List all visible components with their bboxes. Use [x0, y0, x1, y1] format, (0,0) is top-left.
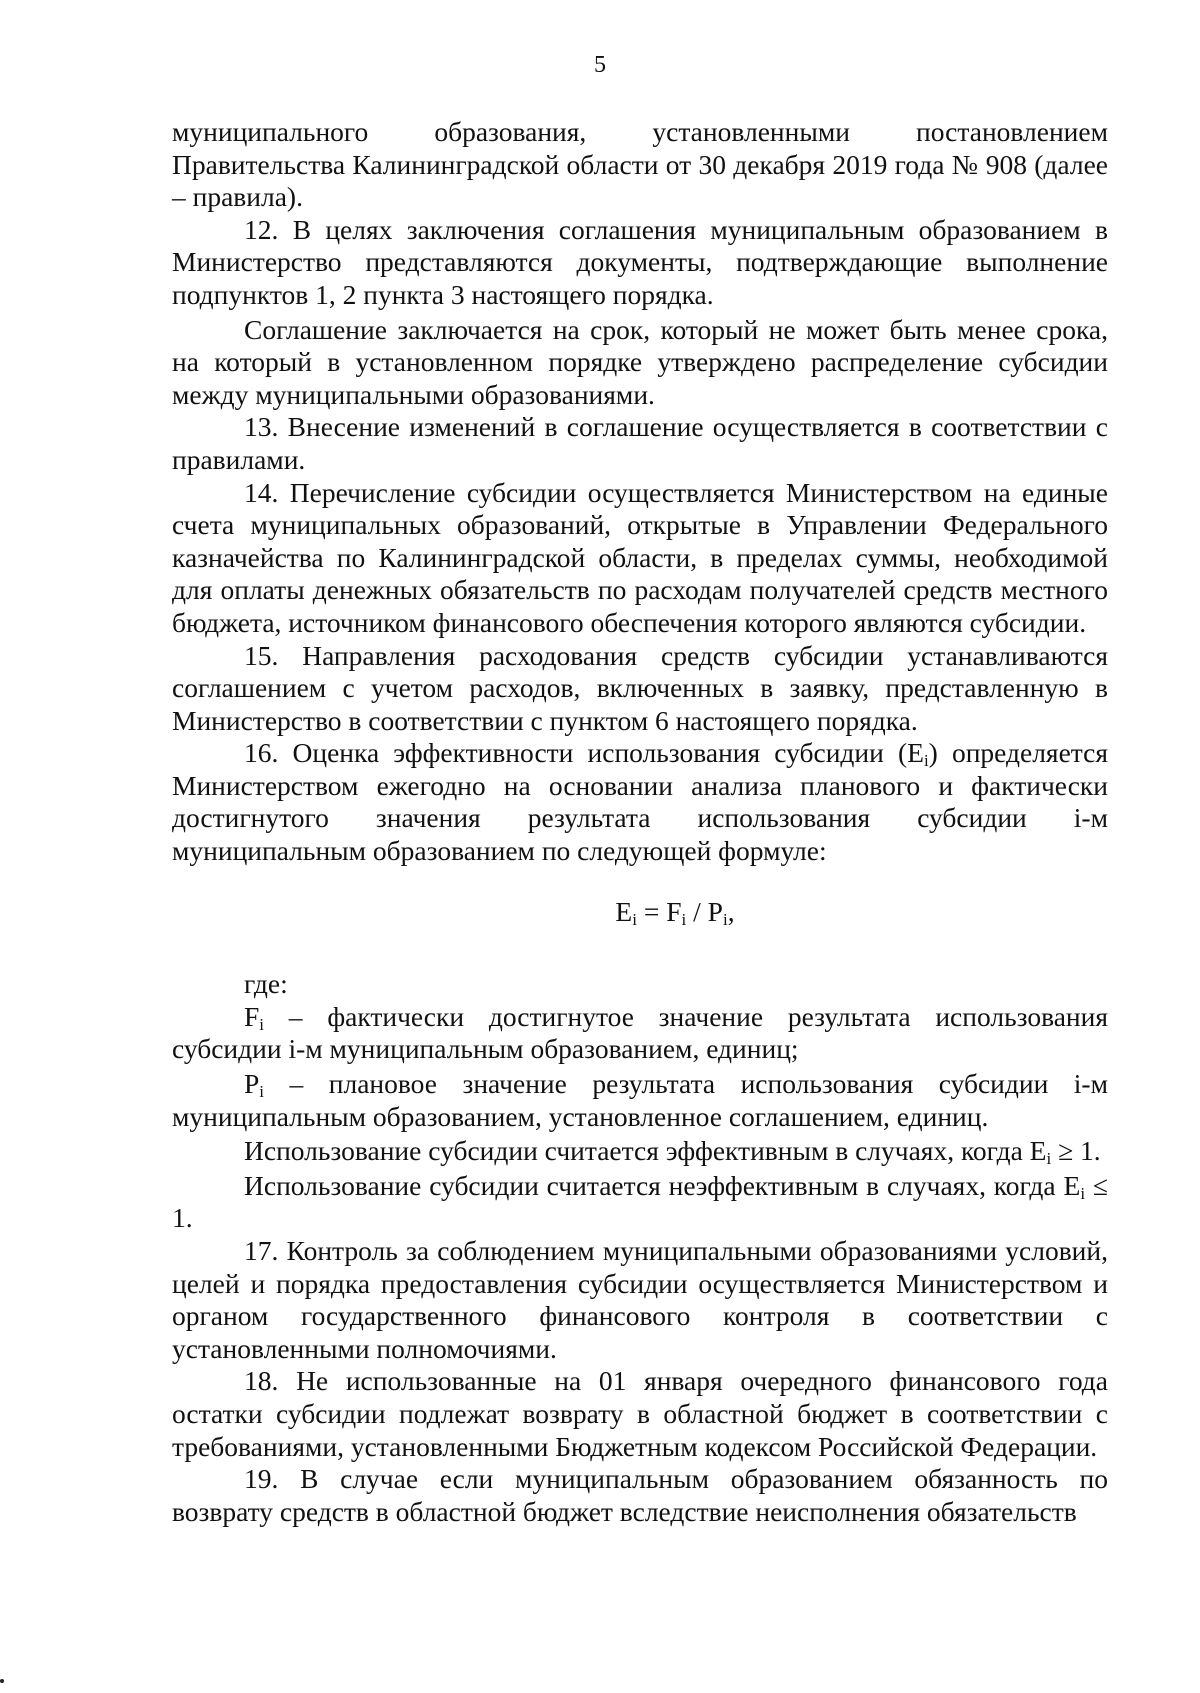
- paragraph-16-rest: ) определяется Министерством ежегодно на основании анализа планового и фактически достигнутого значения результата использования субсидии i-м муниципальным образованием по следующей формуле:: [172, 737, 1108, 867]
- paragraph-continuation: муниципального образования, установленными постановлением Правительства Калининградской области от 30 декабря 2019 года № 908 (далее – правила).: [172, 116, 1108, 213]
- paragraph-19: 19. В случае если муниципальным образованием обязанность по возврату средств в областной бюджет вследствие неисполнения обязательств: [172, 1463, 1108, 1527]
- ineffective-condition: Использование субсидии считается неэффективным в случаях, когда $E_i \le 1$.: [172, 1169, 1109, 1234]
- definition-pi: $P_i$ – плановое значение результата использования субсидии i-м муниципальным образованием, установленное соглашением, единиц.: [172, 1068, 1108, 1132]
- effective-condition: Использование субсидии считается эффективным в случаях, когда $E_i \ge 1$.: [244, 1135, 1101, 1168]
- efficiency-formula: $E_i = F_i / P_i$,: [615, 895, 735, 929]
- paragraph-16: [172, 737, 1108, 867]
- paragraph-18: 18. Не использованные на 01 января очередного финансового года остатки субсидии подлежат возврату в областной бюджет в соответствии с требованиями, установленными Бюджетным кодексом Российской Федерации.: [172, 1365, 1108, 1462]
- definition-fi: $F_i$ – фактически достигнутое значение результата использования субсидии i-м муниципальным образованием, единиц;: [172, 1000, 1108, 1065]
- paragraph-12-agreement-term: Соглашение заключается на срок, который не может быть менее срока, на который в установленном порядке утверждено распределение субсидии между муниципальными образованиями.: [172, 313, 1108, 410]
- paragraph-12: 12. В целях заключения соглашения муниципальным образованием в Министерство представляются документы, подтверждающие выполнение подпунктов 1, 2 пункта 3 настоящего порядка.: [172, 213, 1108, 310]
- paragraph-17: 17. Контроль за соблюдением муниципальными образованиями условий, целей и порядка предоставления субсидии осуществляется Министерством и органом государственного финансового контроля в соответствии с установленными полномочиями.: [172, 1235, 1108, 1364]
- scan-artifact: [0, 1679, 4, 1683]
- subscript-i: i: [923, 751, 929, 771]
- paragraph-15: 15. Направления расходования средств субсидии устанавливаются соглашением с учетом расходов, включенных в заявку, представленную в Министерство в соответствии с пунктом 6 настоящего порядка.: [172, 639, 1108, 736]
- document-body: [172, 116, 1108, 1528]
- page-number: 5: [594, 52, 606, 78]
- where-label: где:: [244, 968, 288, 1000]
- paragraph-16-lead: 16. Оценка эффективности использования субсидии (E: [244, 737, 924, 769]
- paragraph-14: 14. Перечисление субсидии осуществляется Министерством на единые счета муниципальных образований, открытые в Управлении Федерального казначейства по Калининградской области, в пределах суммы, необходимой для оплаты денежных обязательств по расходам получателей средств местного бюджета, источником финансового обеспечения которого являются субсидии.: [172, 476, 1108, 638]
- paragraph-13: 13. Внесение изменений в соглашение осуществляется в соответствии с правилами.: [172, 411, 1108, 475]
